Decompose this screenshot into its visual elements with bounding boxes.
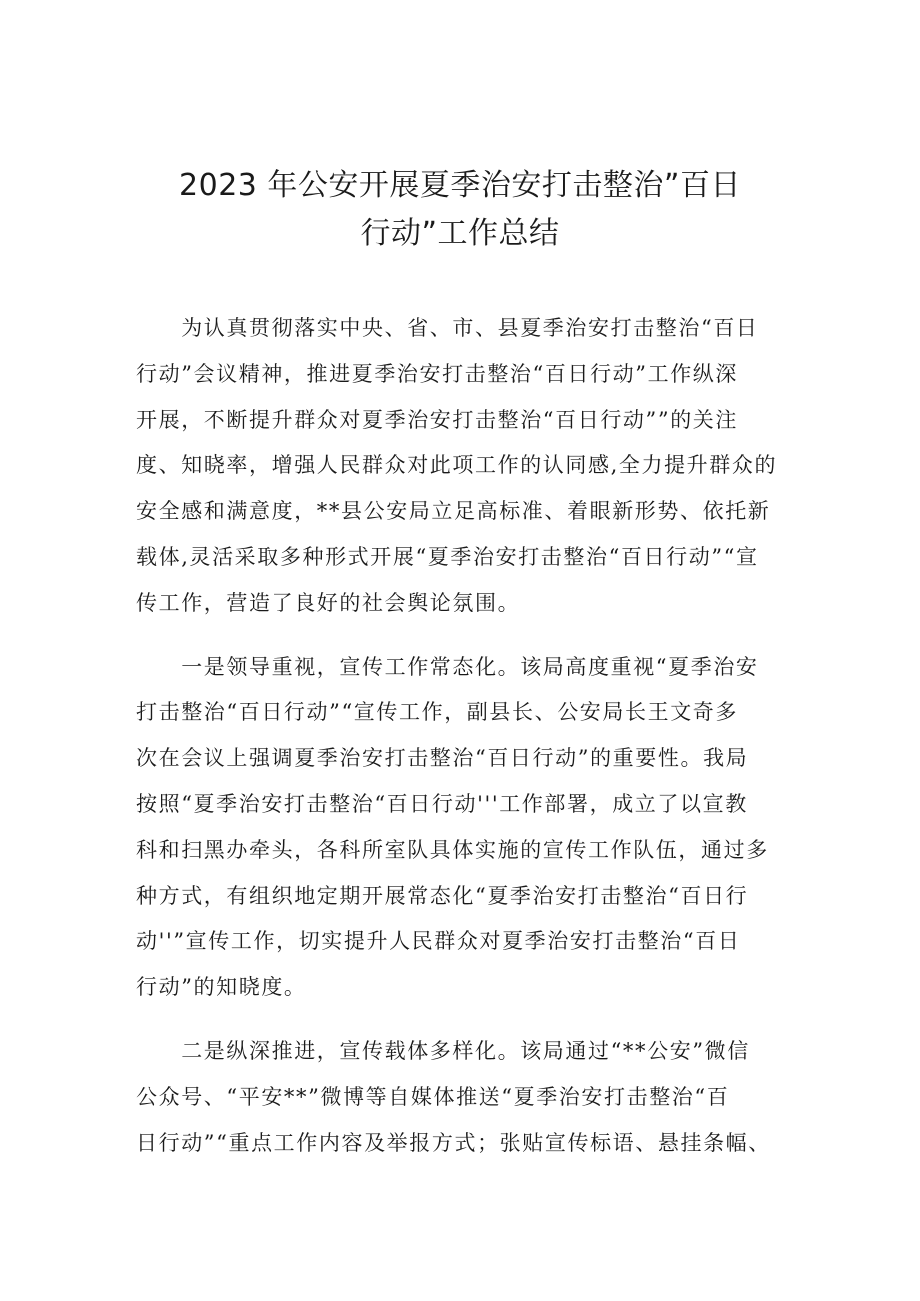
text-line: 行动”的知晓度。 xyxy=(136,975,307,1000)
text-line: 按照“夏季治安打击整治“百日行动'''工作部署，成立了以宣教 xyxy=(136,791,748,816)
text-line: 为认真贯彻落实中央、省、市、县夏季治安打击整治“百日 xyxy=(136,316,759,340)
text-line: 日行动”“重点工作内容及举报方式；张贴宣传标语、悬挂条幅、 xyxy=(136,1130,771,1155)
text-line: 一是领导重视，宣传工作常态化。该局高度重视“夏季治安 xyxy=(136,654,759,679)
text-line: 行动”会议精神，推进夏季治安打击整治“百日行动”工作纵深 xyxy=(136,361,739,386)
text-line: 载体,灵活采取多种形式开展“夏季治安打击整治“百日行动”“宣 xyxy=(136,544,759,569)
document-body xyxy=(136,306,796,1184)
paragraph-1 xyxy=(136,306,796,627)
text-line: 动''”宣传工作，切实提升人民群众对夏季治安打击整治“百日 xyxy=(136,929,741,954)
text-line: 种方式，有组织地定期开展常态化“夏季治安打击整治“百日行 xyxy=(136,883,749,908)
text-line: 科和扫黑办牵头，各科所室队具体实施的宣传工作队伍，通过多 xyxy=(136,837,769,862)
text-line: 公众号、“平安**”微博等自媒体推送“夏季治安打击整治“百 xyxy=(136,1084,730,1109)
title-line-2: 行动”工作总结 xyxy=(360,216,560,251)
text-line: 安全感和满意度，**县公安局立足高标准、着眼新形势、依托新 xyxy=(136,499,771,524)
text-line: 打击整治“百日行动”“宣传工作，副县长、公安局长王文奇多 xyxy=(136,700,739,725)
paragraph-2 xyxy=(136,645,796,1011)
text-line: 二是纵深推进，宣传载体多样化。该局通过“**公安”微信 xyxy=(136,1038,750,1063)
document-title xyxy=(120,162,800,258)
title-line-1: 2023 年公安开展夏季治安打击整治”百日 xyxy=(179,168,741,203)
text-line: 传工作，营造了良好的社会舆论氛围。 xyxy=(136,590,521,615)
text-line: 度、知晓率，增强人民群众对此项工作的认同感,全力提升群众的 xyxy=(136,453,778,478)
text-line: 开展，不断提升群众对夏季治安打击整治“百日行动””的关注 xyxy=(136,407,739,432)
text-line: 次在会议上强调夏季治安打击整治“百日行动”的重要性。我局 xyxy=(136,746,749,771)
paragraph-3 xyxy=(136,1029,796,1166)
